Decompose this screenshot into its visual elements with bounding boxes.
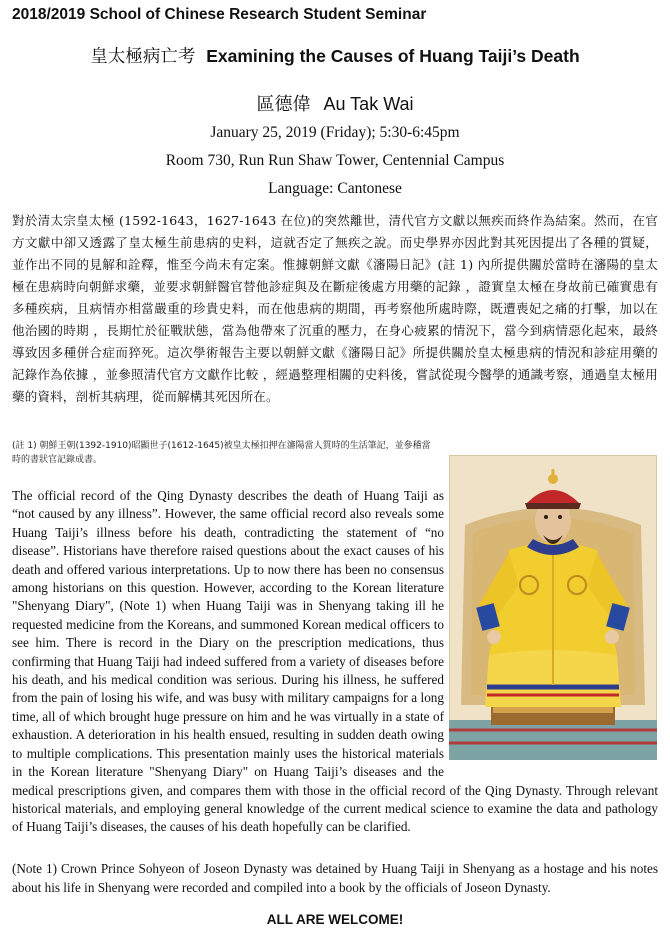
note-english: (Note 1) Crown Prince Sohyeon of Joseon Dynasty was detained by Huang Taiji in Shenyang as a hostage and his notes about his life in Shenyang were recorded and compiled into a book by the officials of Joseon Dynasty. (12, 861, 658, 895)
series-title: 2018/2019 School of Chinese Research Student Seminar (12, 6, 427, 23)
title-english: Examining the Causes of Huang Taiji’s Death (206, 46, 580, 66)
venue: Room 730, Run Run Shaw Tower, Centennial Campus (165, 152, 505, 169)
emperor-portrait-icon (449, 455, 657, 760)
welcome-message: ALL ARE WELCOME! (266, 912, 404, 927)
abstract-chinese: 對於清太宗皇太極 (1592-1643，1627-1643 在位)的突然離世，清代官方文獻以無疾而終作為結案。然而，在官方文獻中卻又透露了皇太極生前患病的史料，這就否定了無疾之說。而史學界亦因此對其死因提出了各種的質疑，並作出不同的見解和詮釋，惟至今尚未有定案。惟據朝鮮文獻《瀋陽日記》(註 1) 內所提供關於當時在瀋陽的皇太極在患病時向朝鮮求藥，並要求朝鮮醫官替他診症與及在斷症後處方用藥的記錄 ，證實皇太極在身故前已確實患有多種疾病，且病情亦相當嚴重的珍貴史料，而在他患病的期間，再考察他所處時際，既遭喪妃之痛的打擊，加以在他治國的時期 ，長期忙於征戰狀態，當為他帶來了沉重的壓力，在身心疲累的情況下，當今到病情惡化起來，最終導致因多種併合症而猝死。這次學術報告主要以朝鮮文獻《瀋陽日記》所提供關於皇太極患病的情況和診症用藥的記錄作為依據 ，並參照清代官方文獻作比較 ，經過整理相關的史料後，嘗試從現今醫學的通識考察，通過皇太極用藥的資料，剖析其病理，從而解構其死因所在。 (12, 213, 658, 404)
date-time: January 25, 2019 (Friday); 5:30-6:45pm (210, 124, 460, 141)
speaker-name-chinese: 區德偉 (256, 94, 311, 115)
language: Language: Cantonese (268, 180, 402, 197)
seminar-title (0, 43, 670, 68)
speaker-name-english: Au Tak Wai (323, 94, 414, 114)
abstract-english: The official record of the Qing Dynasty describes the death of Huang Taiji as “not caused by any illness”. However, the same official record also reveals some Huang Taiji’s illness before his death, contradicting the statement of “no disease”. Historians have therefore raised questions about the exact causes of his death and offered various interpretations. Up to now there has been no consensus among historians on this question. However, according to the Korean literature "Shenyang Diary", (Note 1) when Huang Taiji was in Shenyang taking ill he requested medicine from the Koreans, and summoned Korean medical officers to see him. There is record in the Diary on the prescription medications, thus confirming that Huang Taiji had indeed suffered from a variety of diseases before his death, and his medical condition was serious. During his illness, he suffered from the pain of losing his wife, and was busy with military campaigns for a long time, all of which brought huge pressure on him and he was virtually in a state of exhaustion. A deterioration in his health ensued, resulting in sudden death owing to multiple complications. This presentation mainly uses the historical materials in the Korean literature "Shenyang Diary" on Huang Taiji’s diseases and the medical prescriptions given, and compares them with those in the official record of the Qing Dynasty. Through relevant historical materials, and employing general knowledge of the current medical science to examine the data and pathology of Huang Taiji’s diseases, the causes of his death hopefully can be clarified. (12, 488, 658, 835)
title-chinese: 皇太極病亡考 (90, 47, 196, 67)
note-chinese: (註 1) 朝鮮王朝(1392-1910)昭顯世子(1612-1645)被皇太極扣押在瀋陽當人質時的生活筆記，並參稽當時的書狀官記錄成書。 (12, 441, 431, 465)
speaker (0, 90, 670, 116)
